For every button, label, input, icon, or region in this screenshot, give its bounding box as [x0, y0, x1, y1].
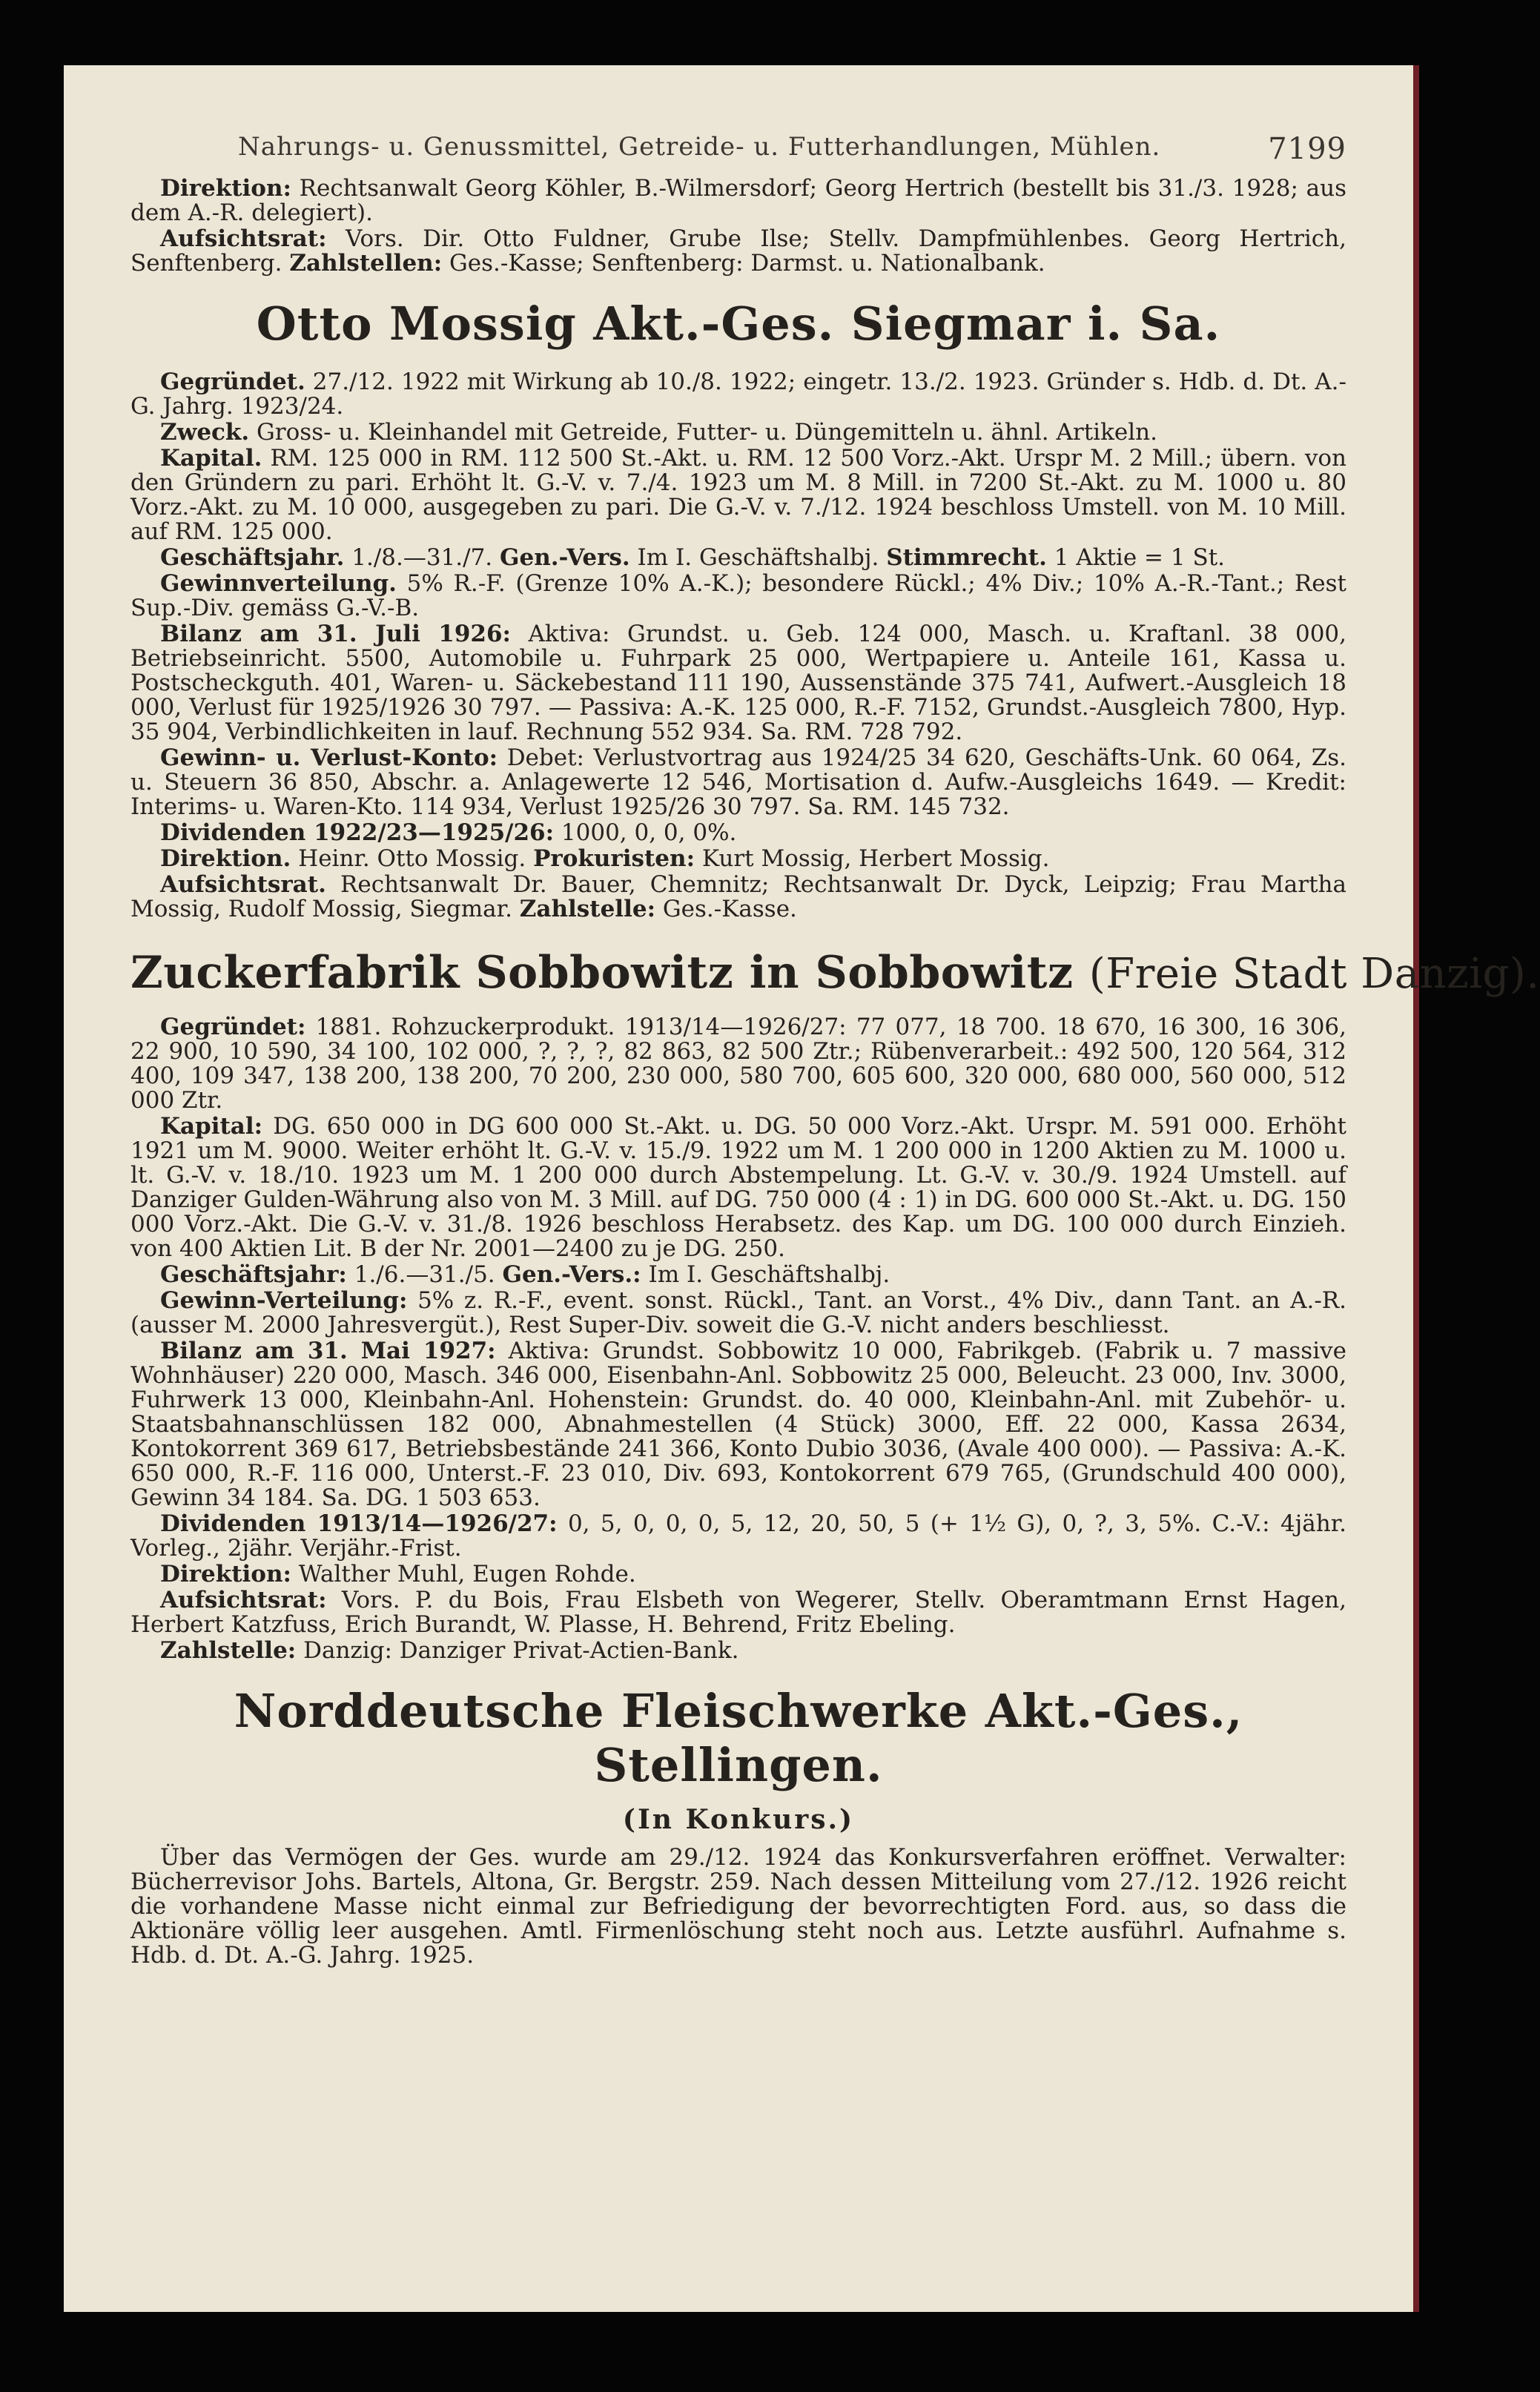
entry-paragraph: [130, 572, 1346, 621]
running-head: [130, 132, 1346, 176]
running-head-title: Nahrungs- u. Genussmittel, Getreide- u. Futterhandlungen, Mühlen.: [238, 132, 1161, 162]
label: Kapital:: [160, 1113, 263, 1140]
text: 0, 5, 0, 0, 0, 5, 12, 20, 50, 5 (+ 1½ G), 0, ?, 3, 5%. C.-V.: 4jähr. Vorleg., 2jähr. Verjähr.-Frist.: [130, 1510, 1347, 1562]
label: Zahlstellen:: [289, 250, 443, 277]
text: DG. 650 000 in DG 600 000 St.-Akt. u. DG. 50 000 Vorz.-Akt. Urspr. M. 591 000. Erhöht 1921 um M. 9000. Weiter erhöht lt. G.-V. v. 15./9. 1922 um M. 1 200 000 in 1200 Aktien zu M. 1000 u. lt. G.-V. v. 18./10. 1923 um M. 1 200 000 durch Abstempelung. Lt. G.-V. v. 30./9. 1924 Umstell. auf Danziger Gulden-Währung also von M. 3 Mill. auf DG. 750 000 (4 : 1) in DG. 600 000 St.-Akt. u. DG. 150 000 Vorz.-Akt. Die G.-V. v. 31./8. 1926 beschloss Herabsetz. des Kap. um DG. 100 000 durch Einzieh. von 400 Aktien Lit. B der Nr. 2001—2400 zu je DG. 250.: [130, 1113, 1346, 1262]
text: 1 Aktie = 1 St.: [1046, 544, 1226, 571]
label: Gewinn- u. Verlust-Konto:: [160, 744, 498, 771]
label: Gegründet:: [160, 1014, 306, 1040]
label: Aufsichtsrat.: [160, 871, 326, 898]
entry-paragraph: [130, 873, 1346, 922]
label: Dividenden 1913/14—1926/27:: [160, 1510, 558, 1537]
text: RM. 125 000 in RM. 112 500 St.-Akt. u. RM. 12 500 Vorz.-Akt. Urspr M. 2 Mill.; übern. von den Gründern zu pari. Erhöht lt. G.-V. v. 7./4. 1923 um M. 8 Mill. in 7200 St.-Akt. zu M. 1000 u. 80 Vorz.-Akt. zu M. 10 000, ausgegeben zu pari. Die G.-V. v. 7./12. 1924 beschloss Umstell. von M. 10 Mill. auf RM. 125 000.: [130, 445, 1346, 545]
company-entry-fleischwerke: [130, 1846, 1346, 1968]
text: Vors. Dir. Otto Fuldner, Grube Ilse; Stellv. Dampfmühlenbes. Georg Hertrich, Senftenberg.: [130, 225, 1346, 277]
text: Gross- u. Kleinhandel mit Getreide, Futter- u. Düngemitteln u. ähnl. Artikeln.: [249, 419, 1157, 446]
intro-section: [130, 176, 1346, 276]
label: Direktion:: [160, 175, 291, 202]
entry-paragraph: [130, 746, 1346, 819]
label: Geschäftsjahr:: [160, 1261, 347, 1288]
entry-paragraph: [130, 1015, 1346, 1113]
text: 1./8.—31./7.: [344, 544, 493, 571]
label: Aufsichtsrat:: [160, 225, 327, 252]
page-number: 7199: [1268, 132, 1346, 166]
text: 27./12. 1922 mit Wirkung ab 10./8. 1922; eingetr. 13./2. 1923. Gründer s. Hdb. d. Dt. A.-G. Jahrg. 1923/24.: [130, 369, 1346, 420]
text: Debet: Verlustvortrag aus 1924/25 34 620, Geschäfts-Unk. 60 064, Zs. u. Steuern 36 850, Abschr. a. Anlagewerte 12 546, Mortisation d. Aufw.-Ausgleichs 1649. — Kredit: Interims- u. Waren-Kto. 114 934, Verlust 1925/26 30 797. Sa. RM. 145 732.: [130, 744, 1346, 820]
entry-paragraph: [130, 821, 1346, 845]
text: Heinr. Otto Mossig.: [291, 845, 526, 872]
company-heading-location: (Freie Stadt Danzig).: [1088, 950, 1540, 998]
company-heading: Otto Mossig Akt.-Ges. Siegmar i. Sa.: [256, 297, 1221, 351]
label: Prokuristen:: [533, 845, 695, 872]
text: Danzig: Danziger Privat-Actien-Bank.: [296, 1637, 739, 1664]
label: Direktion:: [160, 1561, 291, 1587]
company-heading: Norddeutsche Fleischwerke Akt.-Ges., Stellingen.: [234, 1684, 1243, 1792]
entry-paragraph: [130, 1512, 1346, 1561]
text: Ges.-Kasse.: [655, 896, 797, 922]
entry-paragraph: [130, 622, 1346, 744]
text: Aktiva: Grundst. Sobbowitz 10 000, Fabrikgeb. (Fabrik u. 7 massive Wohnhäuser) 220 000, Masch. 346 000, Eisenbahn-Anl. Sobbowitz 25 000, Beleucht. 23 000, Inv. 3000, Fuhrwerk 13 000, Kleinbahn-Anl. Hohenstein: Grundst. do. 40 000, Kleinbahn-Anl. mit Zubehör- u. Staatsbahnanschlüssen 182 000, Abnahmestellen (4 Stück) 3000, Eff. 22 000, Kassa 2634, Kontokorrent 369 617, Betriebsbestände 241 366, Konto Dubio 3036, (Avale 400 000). — Passiva: A.-K. 650 000, R.-F. 116 000, Unterst.-F. 23 010, Div. 693, Kontokorrent 679 765, (Grundschuld 400 000), Gewinn 34 184. Sa. DG. 1 503 653.: [130, 1338, 1346, 1511]
text: Vors. P. du Bois, Frau Elsbeth von Wegerer, Stellv. Oberamtmann Ernst Hagen, Herbert Katzfuss, Erich Burandt, W. Plasse, H. Behrend, Fritz Ebeling.: [130, 1587, 1346, 1638]
label: Dividenden 1922/23—1925/26:: [160, 819, 555, 846]
text: 5% R.-F. (Grenze 10% A.-K.); besondere Rückl.; 4% Div.; 10% A.-R.-Tant.; Rest Sup.-Div. gemäss G.-V.-B.: [130, 570, 1346, 621]
text: 1./6.—31./5.: [346, 1261, 495, 1288]
label: Bilanz am 31. Mai 1927:: [160, 1338, 496, 1364]
entry-paragraph: [130, 1339, 1346, 1510]
entry-paragraph: [130, 546, 1346, 570]
company-heading: [130, 947, 1540, 999]
entry-paragraph: [130, 1289, 1346, 1338]
label: Gen.-Vers.:: [502, 1261, 641, 1288]
entry-paragraph: [130, 1588, 1346, 1637]
intro-direktion: [130, 176, 1346, 225]
text: Aktiva: Grundst. u. Geb. 124 000, Masch. u. Kraftanl. 38 000, Betriebseinricht. 5500, Automobile u. Fuhrpark 25 000, Wertpapiere u. Anteile 161, Kassa u. Postscheckguth. 401, Waren- u. Säckebestand 111 190, Aussenstände 375 741, Aufwert.-Ausgleich 18 000, Verlust für 1925/1926 30 797. — Passiva: A.-K. 125 000, R.-F. 7152, Grundst.-Ausgleich 7800, Hyp. 35 904, Verbindlichkeiten in lauf. Rechnung 552 934. Sa. RM. 728 792.: [130, 621, 1347, 745]
document-page: [64, 65, 1540, 2312]
label: Gewinnverteilung.: [160, 570, 397, 597]
entry-paragraph: [130, 446, 1346, 544]
label: Geschäftsjahr.: [160, 544, 345, 571]
entry-paragraph: [130, 847, 1346, 871]
text: Im I. Geschäftshalbj.: [641, 1261, 890, 1288]
entry-paragraph: [130, 1114, 1346, 1261]
label: Direktion.: [160, 845, 291, 872]
text: 1881. Rohzuckerprodukt. 1913/14—1926/27: 77 077, 18 700. 18 670, 16 300, 16 306, 22 900, 10 590, 34 100, 102 000, ?, ?, ?, 82 863, 82 500 Ztr.; Rübenverarbeit.: 492 500, 120 564, 312 400, 109 347, 138 200, 138 200, 70 200, 230 000, 580 700, 605 600, 320 000, 680 000, 560 000, 512 000 Ztr.: [130, 1014, 1346, 1114]
label: Gen.-Vers.: [500, 544, 630, 571]
entry-paragraph: [130, 1639, 1346, 1663]
label: Bilanz am 31. Juli 1926:: [160, 621, 512, 647]
text: Im I. Geschäftshalbj.: [629, 544, 879, 571]
entry-paragraph: [130, 1562, 1346, 1587]
company-heading-title: Zuckerfabrik Sobbowitz in Sobbowitz: [130, 947, 1074, 999]
entry-paragraph: [130, 420, 1346, 445]
text: Rechtsanwalt Georg Köhler, B.-Wilmersdorf; Georg Hertrich (bestellt bis 31./3. 1928; aus dem A.-R. delegiert).: [130, 175, 1346, 226]
company-entry-sobbowitz: [130, 1015, 1346, 1663]
label: Zweck.: [160, 419, 250, 446]
label: Kapital.: [160, 445, 262, 472]
label: Aufsichtsrat:: [160, 1587, 327, 1613]
label: Stimmrecht.: [886, 544, 1047, 571]
label: Zahlstelle:: [519, 896, 656, 922]
intro-aufsichtsrat: [130, 227, 1346, 276]
text: Walther Muhl, Eugen Rohde.: [291, 1561, 636, 1587]
entry-paragraph: [130, 1263, 1346, 1287]
label: Gegründet.: [160, 369, 305, 395]
company-status: (In Konkurs.): [622, 1804, 855, 1835]
company-entry-mossig: [130, 370, 1346, 922]
label: Gewinn-Verteilung:: [160, 1287, 408, 1314]
text: 5% z. R.-F., event. sonst. Rückl., Tant. an Vorst., 4% Div., dann Tant. an A.-R. (ausser M. 2000 Jahresvergüt.), Rest Super-Div. soweit die G.-V. nicht anders beschliesst.: [130, 1287, 1346, 1338]
text: Kurt Mossig, Herbert Mossig.: [695, 845, 1050, 872]
text: Rechtsanwalt Dr. Bauer, Chemnitz; Rechtsanwalt Dr. Dyck, Leipzig; Frau Martha Mossig, Rudolf Mossig, Siegmar.: [130, 871, 1346, 922]
entry-paragraph: Über das Vermögen der Ges. wurde am 29./12. 1924 das Konkursverfahren eröffnet. Verwalter: Bücherrevisor Johs. Bartels, Altona, Gr. Bergstr. 259. Nach dessen Mitteilung vom 27./12. 1926 reicht die vorhandene Masse nicht einmal zur Befriedigung der bevorrechtigten Ford. aus, so dass die Aktionäre völlig leer ausgehen. Amtl. Firmenlöschung steht noch aus. Letzte ausführl. Aufnahme s. Hdb. d. Dt. A.-G. Jahrg. 1925.: [130, 1844, 1346, 1969]
entry-paragraph: [130, 370, 1346, 419]
text: Ges.-Kasse; Senftenberg: Darmst. u. Nationalbank.: [442, 250, 1045, 277]
text: 1000, 0, 0, 0%.: [554, 819, 737, 846]
label: Zahlstelle:: [160, 1637, 297, 1664]
